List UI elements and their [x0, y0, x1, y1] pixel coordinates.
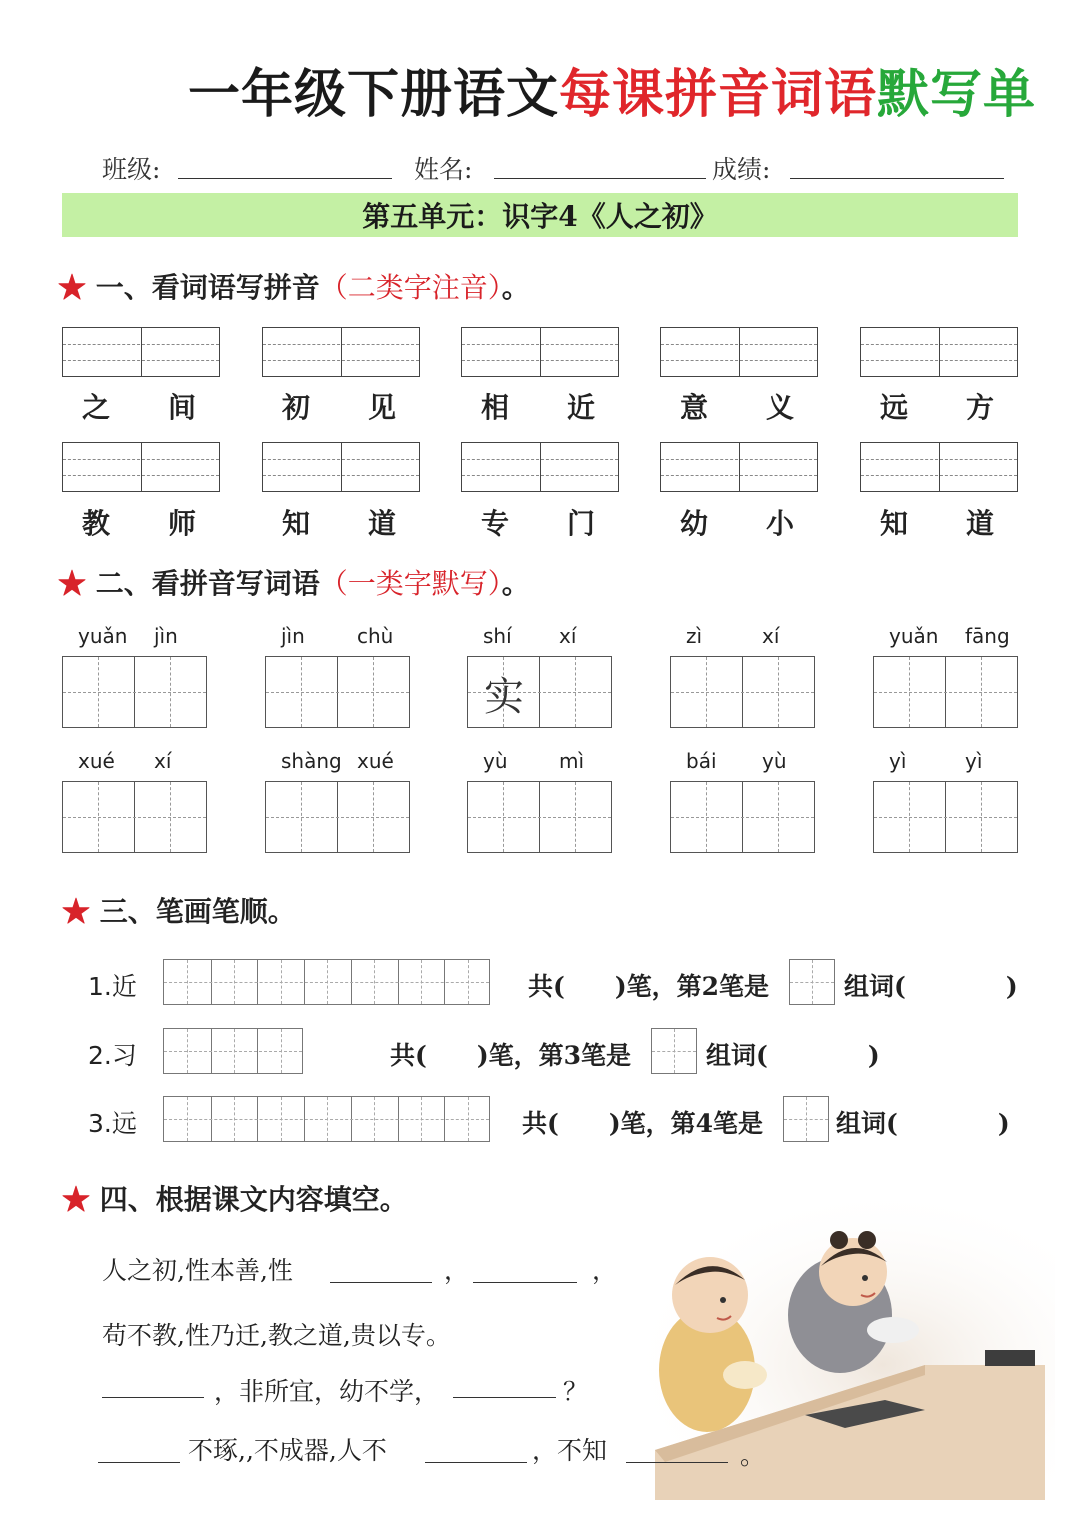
score-label: 成绩: — [712, 155, 771, 184]
page-title — [188, 52, 1036, 127]
tianzige-grid[interactable] — [467, 781, 612, 853]
fill-blank-1[interactable] — [330, 1281, 432, 1283]
title-part-green: 默写单 — [877, 64, 1037, 125]
tianzige-grid[interactable] — [265, 656, 410, 728]
name-label: 姓名: — [414, 155, 473, 184]
stroke-answer-box-2[interactable] — [651, 1028, 697, 1074]
fill-line-4-end: 。 — [740, 1441, 766, 1470]
pinyin-label: fāng — [965, 624, 1010, 648]
class-field[interactable] — [178, 177, 392, 179]
pinyin-label: bái — [686, 749, 717, 773]
section-4-title: 四、根据课文内容填空。 — [99, 1183, 408, 1216]
tianzige-grid[interactable] — [873, 656, 1018, 728]
fill-comma-1: ， — [444, 1256, 470, 1285]
word-char: 相 — [480, 391, 509, 424]
section-1-end: 。 — [501, 271, 530, 304]
star-icon: ★ — [62, 1183, 91, 1216]
stroke-row-1-label: 1.近 — [88, 972, 137, 1001]
word-char: 道 — [367, 507, 396, 540]
title-part-red: 每课拼音词语 — [559, 64, 878, 125]
star-icon: ★ — [62, 895, 91, 928]
star-icon: ★ — [58, 567, 87, 600]
word-char: 近 — [566, 391, 595, 424]
tianzige-grid[interactable] — [265, 781, 410, 853]
pinyin-writing-box[interactable] — [62, 442, 220, 492]
word-char: 教 — [81, 507, 110, 540]
fill-comma-2: ， — [592, 1256, 618, 1285]
fill-line-4-text: 不琢,,不成器,人不 — [188, 1436, 387, 1465]
pinyin-label: yuǎn — [78, 624, 128, 648]
fill-blank-6[interactable] — [425, 1461, 527, 1463]
word-char: 义 — [765, 391, 794, 424]
word-char: 初 — [281, 391, 310, 424]
pinyin-label: yù — [483, 749, 508, 773]
pinyin-writing-box[interactable] — [860, 442, 1018, 492]
stroke-answer-box-1[interactable] — [789, 959, 835, 1005]
stroke-row-1-word: 组词( ) — [844, 972, 1018, 1001]
fill-blank-4[interactable] — [453, 1396, 556, 1398]
word-char: 小 — [765, 507, 794, 540]
title-part-black: 一年级下册语文 — [188, 64, 560, 125]
unit-title: 第五单元：识字4《人之初》 — [362, 200, 718, 233]
stroke-grid-3[interactable] — [163, 1096, 490, 1142]
pinyin-label: shàng — [281, 749, 342, 773]
stroke-grid-2[interactable] — [163, 1028, 303, 1074]
prefilled-char: 实 — [484, 674, 524, 720]
pinyin-label: xí — [559, 624, 577, 648]
fill-line-3-text: ，非所宜，幼不学， — [214, 1377, 440, 1406]
fill-blank-5[interactable] — [98, 1461, 180, 1463]
pinyin-label: yuǎn — [889, 624, 939, 648]
name-field[interactable] — [494, 177, 706, 179]
tianzige-grid[interactable] — [467, 656, 612, 728]
word-char: 意 — [679, 391, 708, 424]
section-3-title: 三、笔画笔顺。 — [99, 895, 296, 928]
section-1-header — [58, 266, 530, 306]
pinyin-label: mì — [559, 749, 585, 773]
tianzige-grid[interactable] — [62, 656, 207, 728]
word-char: 方 — [965, 391, 994, 424]
score-field[interactable] — [790, 177, 1004, 179]
section-1-title: 一、看词语写拼音 — [95, 271, 320, 304]
pinyin-label: zì — [686, 624, 703, 648]
pinyin-label: chù — [357, 624, 394, 648]
stroke-answer-box-3[interactable] — [783, 1096, 829, 1142]
section-2-note: （一类字默写） — [319, 567, 502, 600]
illustration-children-studying — [625, 1200, 1055, 1500]
stroke-row-3-count: 共( )笔，第4笔是 — [522, 1109, 764, 1138]
pinyin-label: xí — [762, 624, 780, 648]
pinyin-label: yù — [762, 749, 787, 773]
pinyin-writing-box[interactable] — [660, 442, 818, 492]
pinyin-label: yì — [965, 749, 983, 773]
section-2-header — [58, 562, 530, 602]
word-char: 师 — [167, 507, 196, 540]
class-label: 班级: — [102, 155, 161, 184]
stroke-row-3-label: 3.远 — [88, 1109, 137, 1138]
pinyin-label: xué — [78, 749, 115, 773]
pinyin-writing-box[interactable] — [262, 442, 420, 492]
pinyin-label: yì — [889, 749, 907, 773]
fill-blank-2[interactable] — [473, 1281, 577, 1283]
stroke-row-3-word: 组词( ) — [836, 1109, 1010, 1138]
section-1-note: （二类字注音） — [319, 271, 502, 304]
stroke-row-2-count: 共( )笔，第3笔是 — [390, 1041, 632, 1070]
unit-banner — [62, 193, 1018, 237]
pinyin-writing-box[interactable] — [62, 327, 220, 377]
word-char: 专 — [480, 507, 509, 540]
section-4-header — [62, 1178, 408, 1218]
word-char: 见 — [367, 391, 396, 424]
pinyin-label: xué — [357, 749, 394, 773]
stroke-row-2-label: 2.习 — [88, 1041, 137, 1070]
pinyin-writing-box[interactable] — [660, 327, 818, 377]
tianzige-grid[interactable] — [873, 781, 1018, 853]
word-char: 知 — [281, 507, 310, 540]
pinyin-label: shí — [483, 624, 512, 648]
tianzige-grid[interactable] — [670, 781, 815, 853]
word-char: 之 — [81, 391, 110, 424]
word-char: 门 — [566, 507, 595, 540]
pinyin-label: jìn — [154, 624, 178, 648]
pinyin-writing-box[interactable] — [860, 327, 1018, 377]
word-char: 知 — [879, 507, 908, 540]
star-icon: ★ — [58, 271, 87, 304]
pinyin-writing-box[interactable] — [461, 327, 619, 377]
pinyin-writing-box[interactable] — [262, 327, 420, 377]
word-char: 幼 — [679, 507, 708, 540]
stroke-row-2-word: 组词( ) — [706, 1041, 880, 1070]
tianzige-grid[interactable] — [62, 781, 207, 853]
pinyin-writing-box[interactable] — [461, 442, 619, 492]
tianzige-grid[interactable] — [670, 656, 815, 728]
section-2-title: 二、看拼音写词语 — [95, 567, 320, 600]
fill-line-4-mid: ，不知 — [532, 1436, 608, 1465]
pinyin-label: jìn — [281, 624, 305, 648]
section-3-header — [62, 890, 296, 930]
fill-blank-7[interactable] — [626, 1461, 728, 1463]
fill-line-1-text: 人之初,性本善,性 — [102, 1256, 293, 1285]
pinyin-label: xí — [154, 749, 172, 773]
word-char: 远 — [879, 391, 908, 424]
word-char: 间 — [167, 391, 196, 424]
fill-line-2-text: 苟不教,性乃迁,教之道,贵以专。 — [102, 1321, 451, 1350]
word-char: 道 — [965, 507, 994, 540]
fill-line-3-end: ？ — [563, 1377, 589, 1406]
section-2-end: 。 — [501, 567, 530, 600]
stroke-row-1-count: 共( )笔，第2笔是 — [528, 972, 770, 1001]
stroke-grid-1[interactable] — [163, 959, 490, 1005]
fill-blank-3[interactable] — [102, 1396, 204, 1398]
